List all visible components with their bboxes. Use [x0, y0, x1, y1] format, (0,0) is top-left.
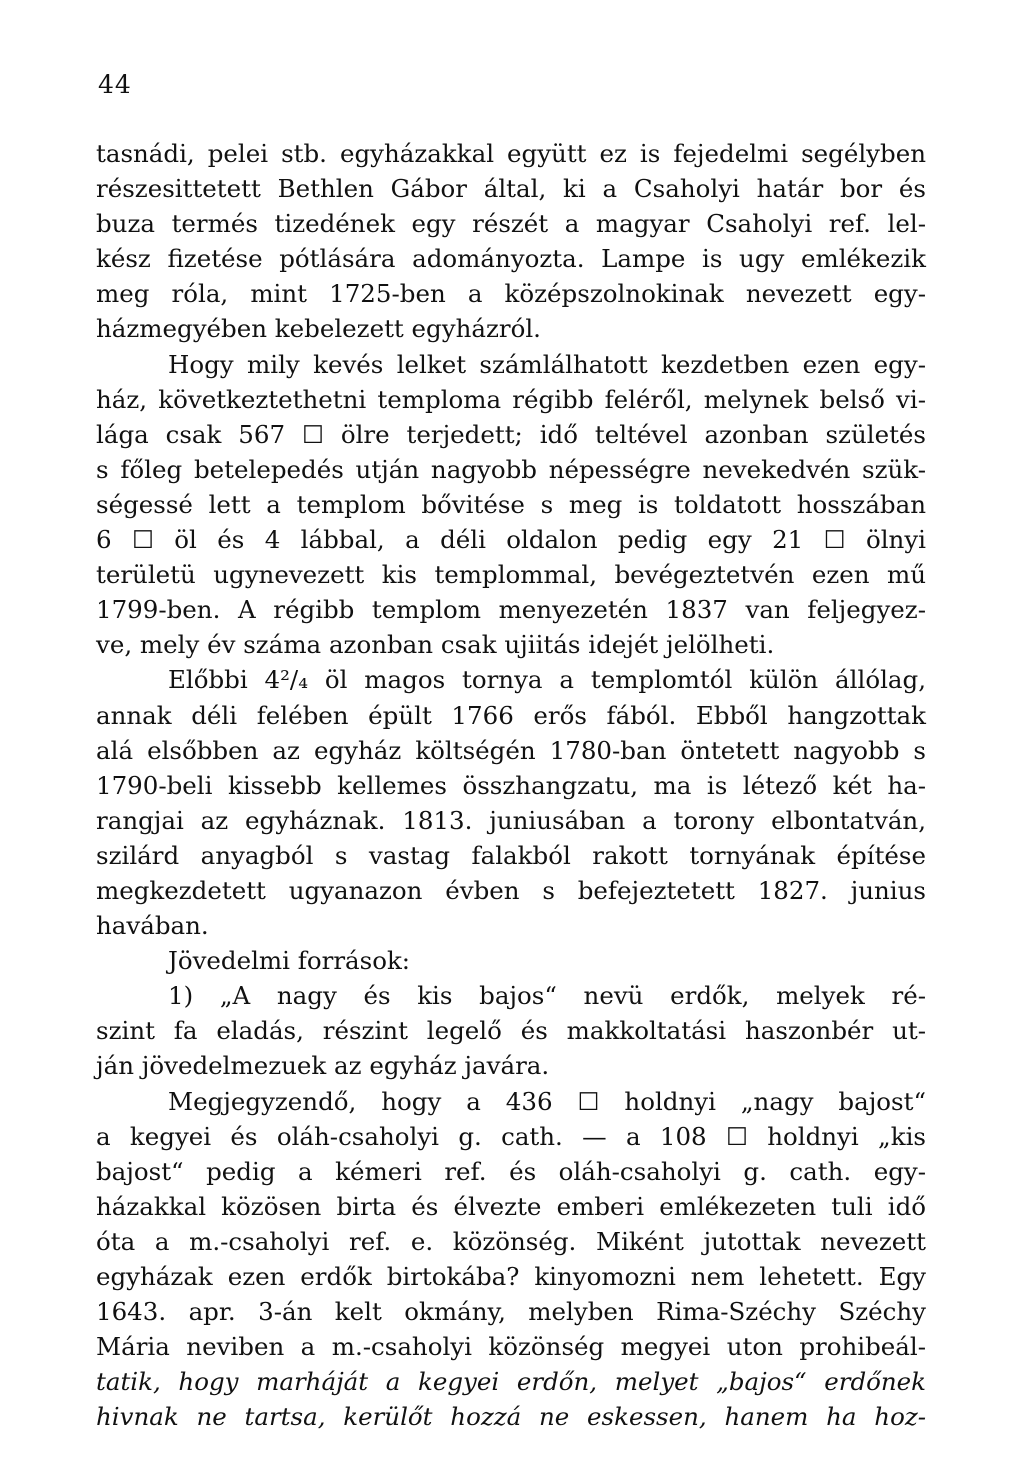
text-line: annak déli felében épült 1766 erős fából. Ebből hangzottak	[96, 700, 926, 730]
text-line: 1799-ben. A régibb templom menyezetén 1837 van feljegyez-	[96, 595, 926, 625]
text-line: ségessé lett a templom bővitése s meg is toldatott hosszában	[96, 489, 926, 519]
text-line: Mária neviben a m.-csaholyi közönség megyei uton prohibeál-	[96, 1332, 926, 1362]
body-text	[96, 136, 926, 1434]
text-line: 1790-beli kissebb kellemes összhangzatu, ma is létező két ha-	[96, 770, 926, 800]
text-line: lága csak 567 ☐ ölre terjedett; idő teltével azonban születés	[96, 419, 926, 449]
text-line: tasnádi, pelei stb. egyházakkal együtt ez is fejedelmi segélyben	[96, 139, 926, 168]
text-line: ve, mely év száma azonban csak ujiitás idejét jelölheti.	[96, 630, 775, 660]
text-line: óta a m.-csaholyi ref. e. közönség. Miként jutottak nevezett	[96, 1226, 926, 1256]
page-number: 44	[98, 70, 132, 99]
text-line: s főleg betelepedés utján nagyobb népességre nevekedvén szük-	[96, 454, 926, 484]
section-heading: Jövedelmi források:	[168, 946, 411, 976]
text-line: részesittetett Bethlen Gábor által, ki a Csaholyi határ bor és	[96, 174, 926, 204]
italic-text-line: tatik, hogy marháját a kegyei erdőn, melyet „bajos“ erdőnek	[96, 1367, 926, 1397]
text-line: szint fa eladás, részint legelő és makkoltatási haszonbér ut-	[96, 1016, 926, 1046]
text-line: 6 ☐ öl és 4 lábbal, a déli oldalon pedig egy 21 ☐ ölnyi	[96, 525, 926, 555]
text-line: rangjai az egyháznak. 1813. juniusában a torony elbontatván,	[96, 805, 926, 835]
text-line: ház, következtethetni temploma régibb feléről, melynek belső vi-	[96, 384, 926, 414]
text-line: a kegyei és oláh-csaholyi g. cath. — a 108 ☐ holdnyi „kis	[96, 1121, 926, 1151]
text-line: házakkal közösen birta és élvezte emberi emlékezeten tuli idő	[96, 1191, 926, 1221]
text-line: 1643. apr. 3-án kelt okmány, melyben Rima-Széchy Széchy	[96, 1297, 926, 1327]
text-line: ján jövedelmezuek az egyház javára.	[96, 1051, 550, 1081]
text-line: Előbbi 4²/₄ öl magos tornya a templomtól külön állólag,	[168, 665, 926, 695]
text-line: havában.	[96, 911, 209, 941]
text-line: bajost“ pedig a kémeri ref. és oláh-csaholyi g. cath. egy-	[96, 1156, 926, 1186]
text-line: egyházak ezen erdők birtokába? kinyomozni nem lehetett. Egy	[96, 1262, 926, 1291]
text-line: Hogy mily kevés lelket számlálhatott kezdetben ezen egy-	[168, 349, 926, 379]
text-line: Megjegyzendő, hogy a 436 ☐ holdnyi „nagy bajost“	[168, 1086, 926, 1116]
text-line: buza termés tizedének egy részét a magyar Csaholyi ref. lel-	[96, 209, 926, 239]
text-line: alá elsőbben az egyház költségén 1780-ban öntetett nagyobb s	[96, 735, 926, 765]
italic-text-line: hivnak ne tartsa, kerülőt hozzá ne eskessen, hanem ha hoz-	[96, 1402, 926, 1432]
text-line: meg róla, mint 1725-ben a középszolnokinak nevezett egy-	[96, 279, 926, 309]
text-line: házmegyében kebelezett egyházról.	[96, 314, 541, 344]
text-line: területü ugynevezett kis templommal, bevégeztetvén ezen mű	[96, 560, 926, 590]
text-line: szilárd anyagból s vastag falakból rakott tornyának építése	[96, 840, 926, 870]
text-line: megkezdetett ugyanazon évben s befejeztetett 1827. junius	[96, 875, 926, 905]
text-line: 1) „A nagy és kis bajos“ nevü erdők, melyek ré-	[168, 981, 926, 1011]
text-line: kész fizetése pótlására adományozta. Lampe is ugy emlékezik	[96, 244, 926, 274]
